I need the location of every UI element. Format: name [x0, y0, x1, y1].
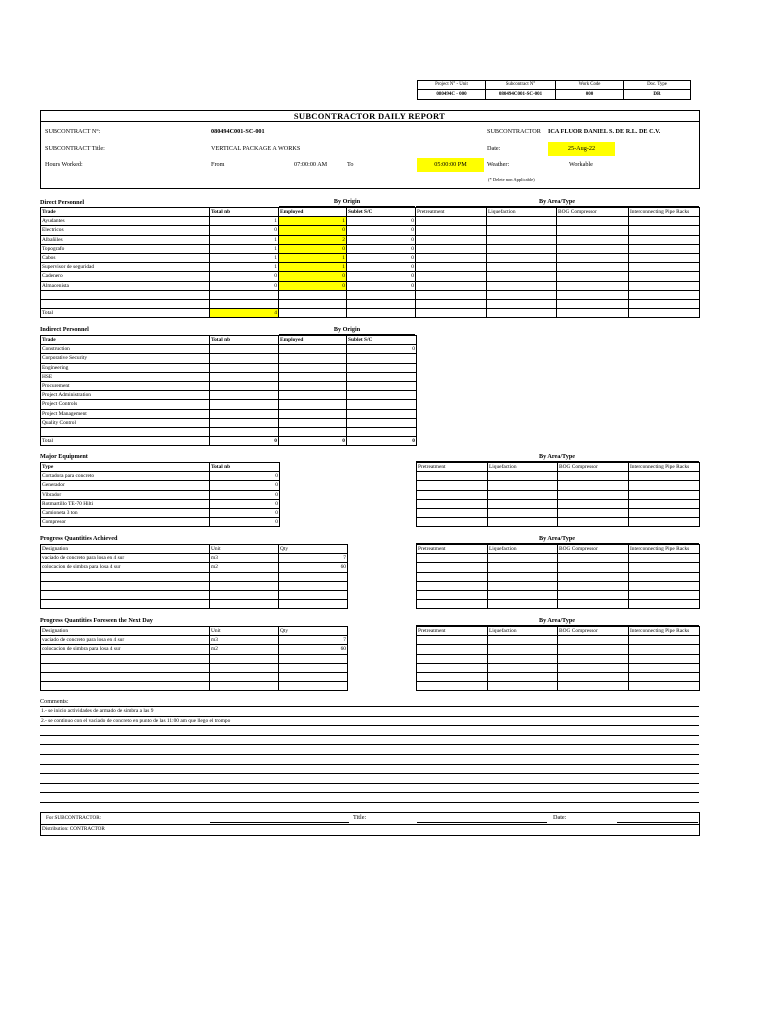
employed-cell: 0	[279, 272, 347, 281]
sign-title-label: Title:	[353, 814, 367, 821]
designation-cell: colocacion de simbra para losa 4 sur	[41, 645, 210, 654]
sign-date-label: Date:	[553, 814, 567, 821]
total-label: Total	[41, 309, 210, 318]
table-row	[41, 499, 280, 508]
total-cell: 1	[210, 244, 279, 253]
total-cell: 1	[210, 253, 279, 262]
total-cell: 0	[210, 508, 280, 517]
achieved-by-area: By Area/Type	[538, 535, 576, 542]
table-row	[41, 281, 700, 290]
trade-cell: Topografo	[41, 244, 210, 253]
col-bog: BOG Compressor	[558, 545, 629, 554]
col-liquefaction: Liquefaction	[488, 627, 558, 636]
qty-cell: 7	[279, 636, 348, 645]
to-value: 05:00:00 PM	[417, 158, 484, 172]
comment-line	[40, 707, 699, 717]
total-row	[41, 309, 700, 318]
type-cell: Camioneta 3 ton	[41, 508, 210, 517]
direct-section-title: Direct Personnel	[40, 199, 85, 206]
col-qty: Qty	[279, 627, 348, 636]
employed-cell: 1	[279, 217, 347, 226]
trade-cell: Supervisor de seguridad	[41, 263, 210, 272]
col-pipe-racks: Interconnecting Pipe Racks	[629, 208, 700, 217]
total-employed: 0	[279, 437, 347, 446]
col-trade: Trade	[41, 336, 210, 345]
col-liquefaction: Liquefaction	[488, 545, 558, 554]
col-sublet: Sublet S/C	[347, 336, 417, 345]
table-row	[41, 418, 417, 427]
sublet-cell: 0	[347, 217, 416, 226]
table-row	[41, 354, 417, 363]
total-cell: 0	[210, 481, 280, 490]
sublet-cell: 0	[347, 263, 416, 272]
subcontract-no-label: SUBCONTRACT N°:	[45, 128, 101, 135]
sublet-cell: 0	[347, 345, 417, 354]
table-row	[41, 472, 280, 481]
foreseen-section-title: Progress Quantities Foreseen the Next Day	[40, 617, 153, 624]
type-cell: Generador	[41, 481, 210, 490]
col-employed: Employed	[279, 336, 347, 345]
trade-cell: Almacenista	[41, 281, 210, 290]
table-row	[41, 345, 417, 354]
title-line	[417, 822, 547, 823]
employed-cell: 0	[279, 244, 347, 253]
type-cell: Rotmartillo TE-70 Hilti	[41, 499, 210, 508]
type-cell: Cortadora para concreto	[41, 472, 210, 481]
trade-cell: Project Controls	[41, 400, 210, 409]
foreseen-by-area: By Area/Type	[538, 617, 576, 624]
workcode-value: 000	[556, 90, 624, 100]
table-row	[41, 554, 348, 563]
indirect-section-title: Indirect Personnel	[40, 326, 89, 333]
foreseen-table	[40, 626, 348, 691]
col-bog: BOG Compressor	[558, 627, 629, 636]
table-row	[41, 391, 417, 400]
designation-cell: colocacion de simbra para losa 4 sur	[41, 563, 210, 572]
qty-cell: 7	[279, 554, 348, 563]
trade-cell: Cadenero	[41, 272, 210, 281]
trade-cell: Electricos	[41, 226, 210, 235]
unit-cell: m3	[210, 636, 279, 645]
equipment-section-title: Major Equipment	[40, 453, 88, 460]
unit-cell: m2	[210, 563, 279, 572]
indirect-by-origin: By Origin	[333, 326, 361, 333]
equipment-area-table	[416, 462, 700, 527]
table-row	[41, 645, 348, 654]
sublet-cell: 0	[347, 272, 416, 281]
comment-text: 2.- se continuo con el vaciado de concreto en punto de las 11:00 am que llego el trompo	[40, 716, 699, 726]
col-pretreatment: Pretreatment	[417, 627, 488, 636]
total-cell: 1	[210, 263, 279, 272]
subcontract-value: 080494C001-SC-001	[486, 90, 556, 100]
table-row	[41, 272, 700, 281]
col-pipe-racks: Interconnecting Pipe Racks	[629, 463, 700, 472]
table-row	[41, 563, 348, 572]
employed-cell: 0	[279, 281, 347, 290]
total-cell: 0	[210, 272, 279, 281]
trade-cell: Project Management	[41, 409, 210, 418]
table-row	[41, 363, 417, 372]
signature-line	[210, 822, 349, 823]
indirect-personnel-table	[40, 335, 417, 446]
total-cell: 0	[210, 281, 279, 290]
foreseen-area-table	[416, 626, 700, 691]
total-cell: 0	[210, 472, 280, 481]
table-row	[41, 518, 280, 527]
total-value: 4	[210, 309, 279, 318]
doctype-value: DR	[624, 90, 691, 100]
direct-by-origin: By Origin	[333, 198, 361, 205]
comment-line	[40, 716, 699, 726]
type-cell: Compresor	[41, 518, 210, 527]
trade-cell: Project Administration	[41, 391, 210, 400]
distribution-label: Distribution: CONTRACTOR	[42, 826, 105, 832]
date-line	[617, 822, 698, 823]
col-pipe-racks: Interconnecting Pipe Racks	[629, 545, 700, 554]
table-row	[41, 226, 700, 235]
table-row	[41, 235, 700, 244]
col-total-nb: Total nb	[210, 208, 279, 217]
table-row	[41, 508, 280, 517]
col-pretreatment: Pretreatment	[416, 208, 487, 217]
subcontract-label: Subcontract N°	[486, 81, 556, 90]
col-employed: Employed	[279, 208, 347, 217]
table-row	[41, 409, 417, 418]
total-cell: 0	[210, 499, 280, 508]
trade-cell: Ayudantes	[41, 217, 210, 226]
unit-cell: m3	[210, 554, 279, 563]
comments-table	[40, 706, 699, 803]
hours-label: Hours Worked:	[45, 161, 83, 168]
subcontractor-label: SUBCONTRACTOR	[487, 128, 541, 135]
col-liquefaction: Liquefaction	[487, 208, 557, 217]
top-header-table	[417, 80, 691, 100]
designation-cell: vaciado de concreto para losa en 4 sur	[41, 636, 210, 645]
trade-cell: Engineering	[41, 363, 210, 372]
total-cell: 0	[210, 490, 280, 499]
from-value: 07:00:00 AM	[294, 161, 328, 168]
weather-value: Workable	[569, 161, 593, 168]
col-unit: Unit	[210, 545, 279, 554]
col-trade: Trade	[41, 208, 210, 217]
col-pretreatment: Pretreatment	[417, 545, 488, 554]
date-label: Date:	[487, 145, 501, 152]
achieved-area-table	[416, 544, 700, 609]
project-label: Project N° - Unit	[418, 81, 486, 90]
achieved-table	[40, 544, 348, 609]
table-row	[41, 244, 700, 253]
qty-cell: 60	[279, 645, 348, 654]
trade-cell: Quality Control	[41, 418, 210, 427]
project-value: 080494C - 000	[418, 90, 486, 100]
trade-cell: Procurement	[41, 381, 210, 390]
equipment-by-area: By Area/Type	[538, 453, 576, 460]
table-row	[41, 400, 417, 409]
col-type: Type	[41, 463, 210, 472]
workcode-label: Work Code	[556, 81, 624, 90]
employed-cell: 0	[279, 226, 347, 235]
delete-note: (* Delete non Applicable)	[488, 177, 535, 182]
for-subcontractor-label: For SUBCONTRACTOR:	[46, 815, 102, 821]
subcontractor-value: ICA FLUOR DANIEL S. DE R.L. DE C.V.	[548, 128, 661, 135]
employed-cell: 1	[279, 263, 347, 272]
trade-cell: Construction	[41, 345, 210, 354]
table-row	[41, 490, 280, 499]
col-bog: BOG Compressor	[557, 208, 629, 217]
sublet-cell: 0	[347, 235, 416, 244]
total-sublet: 0	[347, 437, 417, 446]
unit-cell: m2	[210, 645, 279, 654]
sublet-cell: 0	[347, 244, 416, 253]
trade-cell: Cabos	[41, 253, 210, 262]
trade-cell: HSE	[41, 372, 210, 381]
direct-personnel-table	[40, 207, 700, 318]
col-designation: Designation	[41, 627, 210, 636]
designation-cell: vaciado de concreto para losa en 4 sur	[41, 554, 210, 563]
report-title: SUBCONTRACTOR DAILY REPORT	[293, 111, 446, 121]
direct-by-area: By Area/Type	[538, 198, 576, 205]
trade-cell: Albañiles	[41, 235, 210, 244]
subcontract-title-label: SUBCONTRACT Title:	[45, 145, 105, 152]
total-label: Total	[41, 437, 210, 446]
table-row	[41, 372, 417, 381]
sublet-cell: 0	[347, 281, 416, 290]
col-total-nb: Total nb	[210, 336, 279, 345]
col-qty: Qty	[279, 545, 348, 554]
table-row	[41, 381, 417, 390]
col-unit: Unit	[210, 627, 279, 636]
total-nb: 0	[210, 437, 279, 446]
col-total-nb: Total nb	[210, 463, 280, 472]
table-row	[41, 217, 700, 226]
col-liquefaction: Liquefaction	[488, 463, 558, 472]
employed-cell: 2	[279, 235, 347, 244]
col-pipe-racks: Interconnecting Pipe Racks	[629, 627, 700, 636]
comments-label: Comments:	[40, 698, 69, 705]
col-sublet: Sublet S/C	[347, 208, 416, 217]
comment-text: 1.- se inicio actividades de armado de simbra a las 9	[40, 707, 699, 717]
total-row	[41, 437, 417, 446]
col-bog: BOG Compressor	[558, 463, 629, 472]
total-cell: 0	[210, 226, 279, 235]
sublet-cell: 0	[347, 226, 416, 235]
date-value: 25-Aug-22	[548, 142, 615, 156]
col-designation: Designation	[41, 545, 210, 554]
to-label: To	[347, 161, 354, 168]
table-row	[41, 636, 348, 645]
total-cell: 0	[210, 518, 280, 527]
from-label: From	[211, 161, 225, 168]
weather-label: Weather:	[487, 161, 510, 168]
doctype-label: Doc. Type	[624, 81, 691, 90]
table-row	[41, 481, 280, 490]
sublet-cell: 0	[347, 253, 416, 262]
total-cell: 1	[210, 217, 279, 226]
employed-cell: 1	[279, 253, 347, 262]
subcontract-title-value: VERTICAL PACKAGE A WORKS	[211, 145, 301, 152]
col-pretreatment: Pretreatment	[417, 463, 488, 472]
achieved-section-title: Progress Quantities Achieved	[40, 535, 118, 542]
equipment-table	[40, 462, 280, 527]
subcontract-no-value: 080494C001-SC-001	[211, 128, 265, 135]
total-cell: 1	[210, 235, 279, 244]
table-row	[41, 253, 700, 262]
table-row	[41, 263, 700, 272]
trade-cell: Corporative Security	[41, 354, 210, 363]
qty-cell: 60	[279, 563, 348, 572]
type-cell: Vibrador	[41, 490, 210, 499]
